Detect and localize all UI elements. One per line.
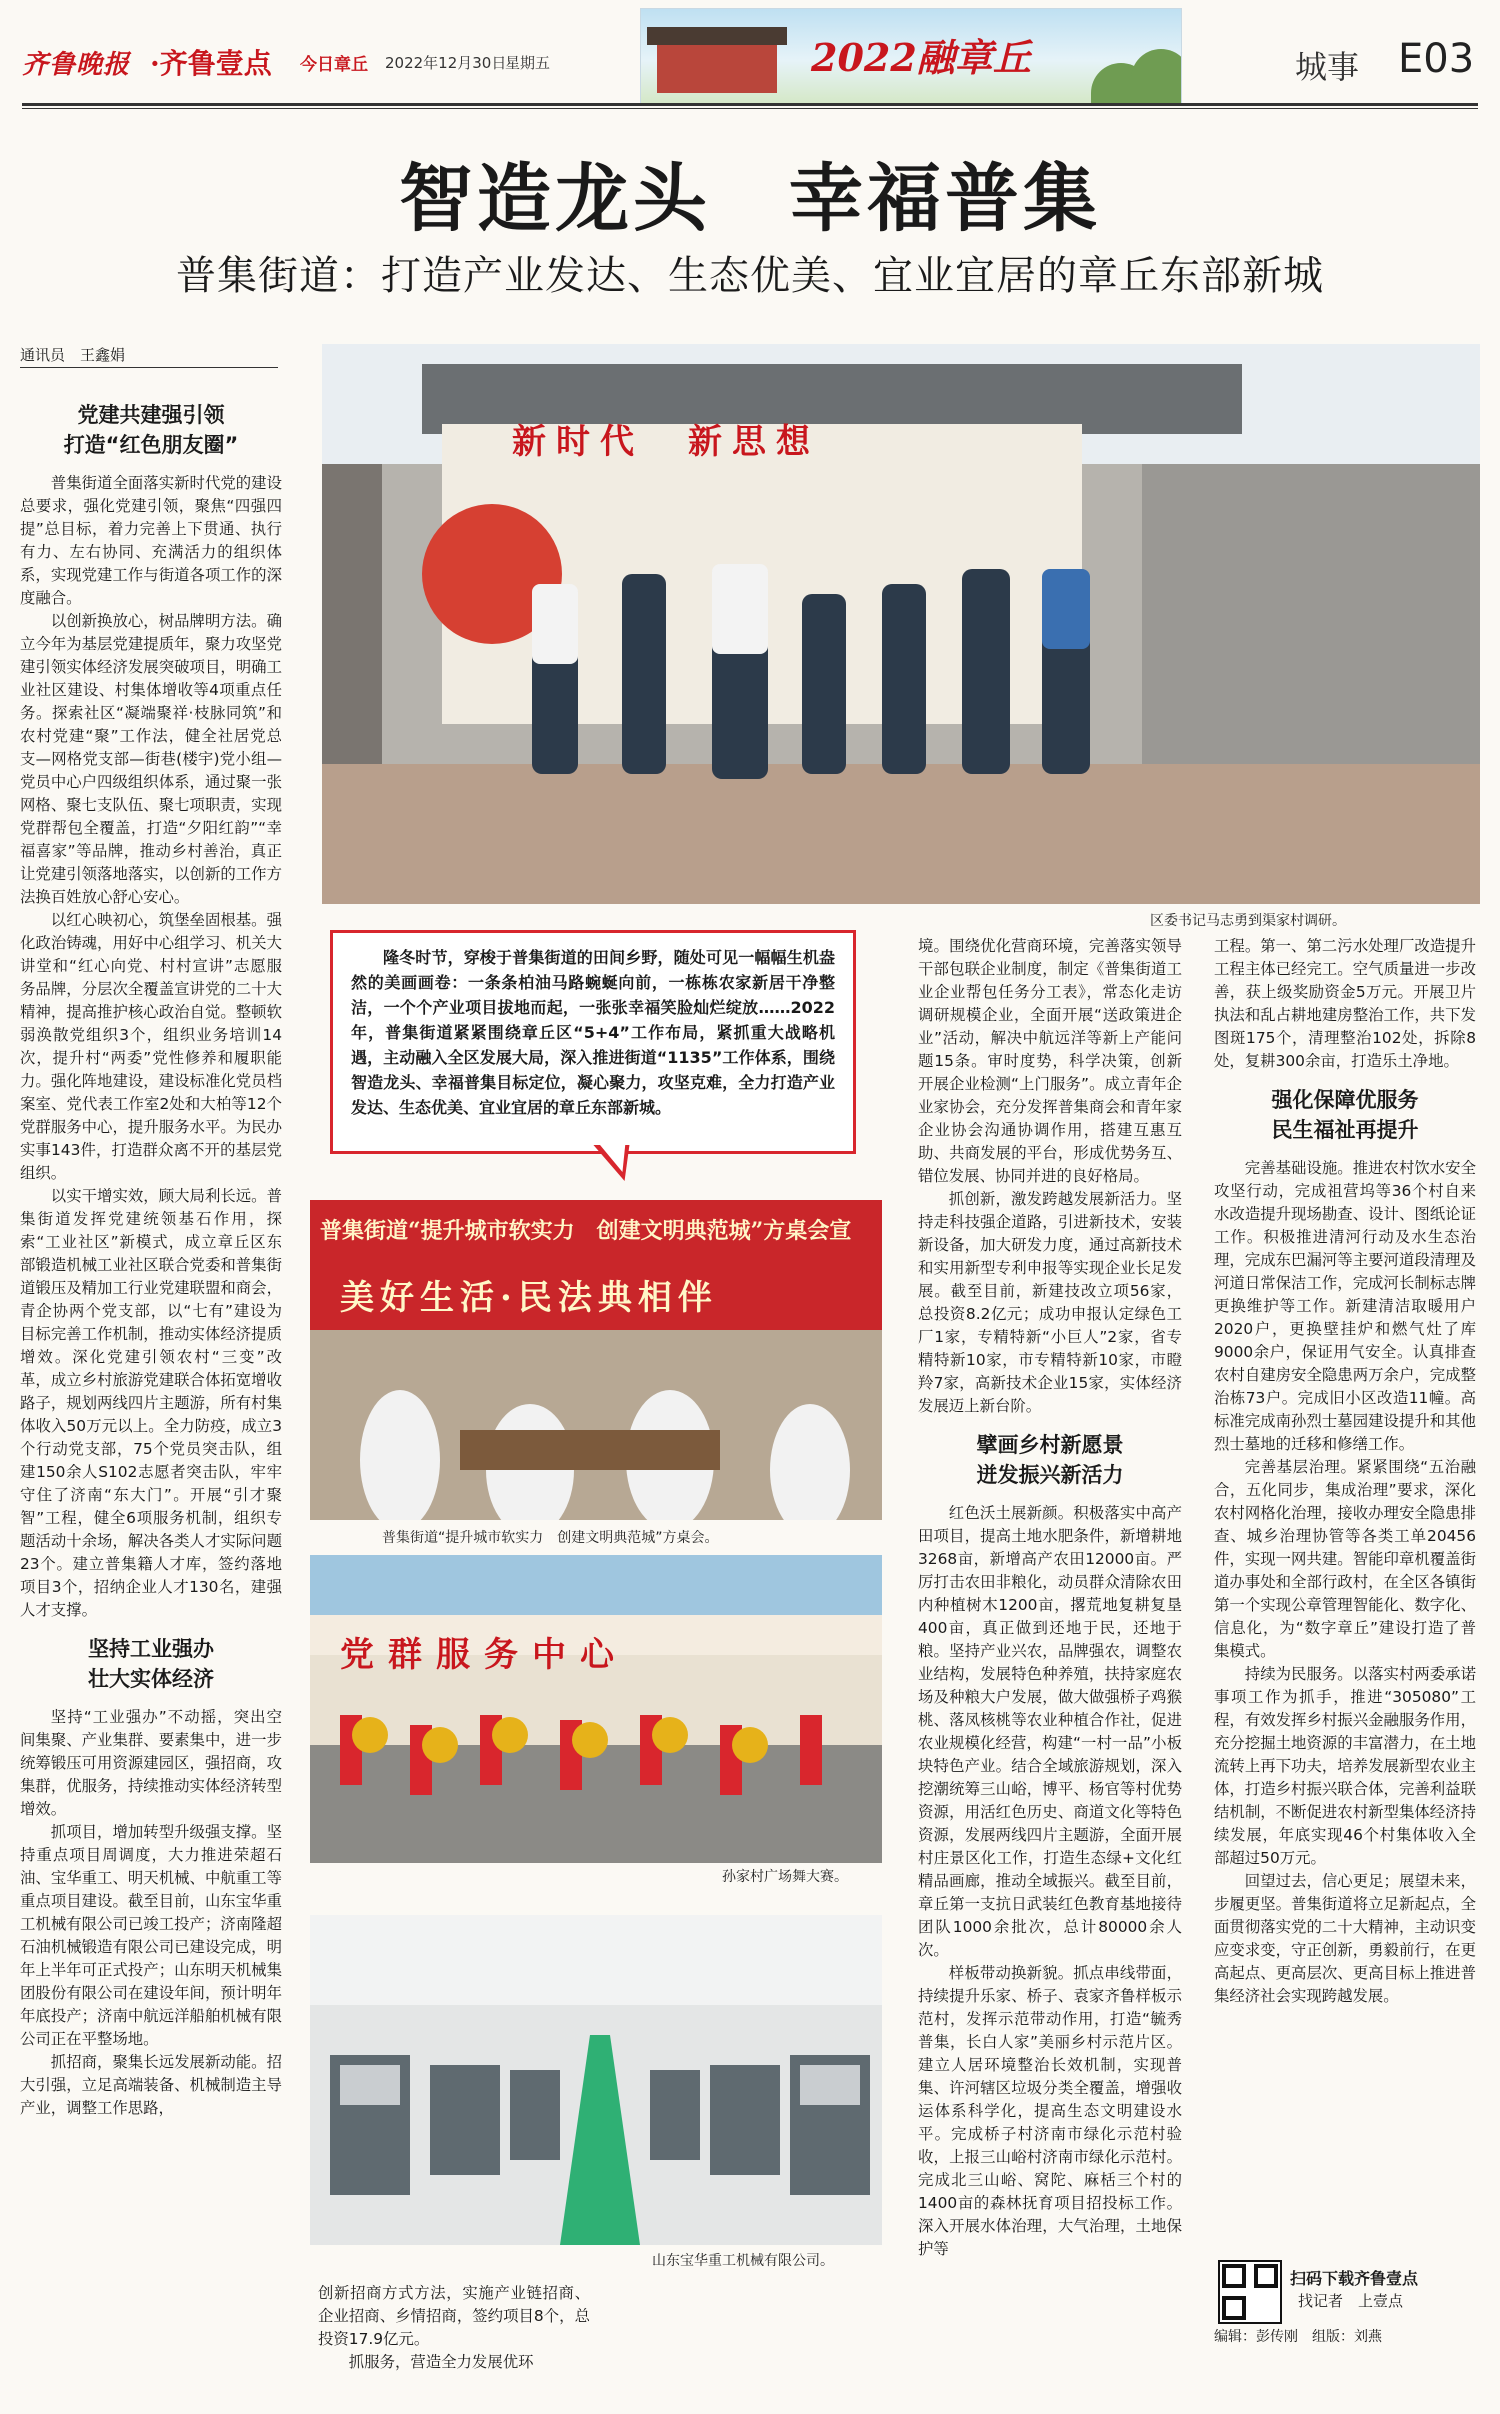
photo-caption: 普集街道“提升城市软实力 创建文明典范城”方桌会。 — [382, 1530, 719, 1546]
paragraph: 以红心映初心，筑堡垒固根基。强化政治铸魂，用好中心组学习、机关大讲堂和“红心向党、村村宣讲”志愿服务品牌，分层次全覆盖宣讲党的二十大精神，提高推护核心政治自觉。整顿软弱涣散党组织3个，组织业务培训14次，提升村“两委”党性修养和履职能力。强化阵地建设，建设标准化党员档案室、党代表工作室2处和大柏等12个党群服务中心，提升服务水平。为民办实事143件，打造群众离不开的基层党组织。 — [20, 911, 282, 1182]
issue-date: 2022年12月30日 — [385, 54, 507, 72]
photo-caption: 区委书记马志勇到渠家村调研。 — [1150, 913, 1346, 929]
section-heading-line: 打造“红色朋友圈” — [63, 433, 239, 457]
photo-officials-visit-village — [322, 344, 1480, 904]
section-heading — [20, 400, 282, 460]
photo-meeting-scene — [310, 1200, 882, 1520]
newspaper-logo: 齐鲁晚报 — [22, 50, 131, 80]
section-heading-line: 迸发振兴新活力 — [976, 1463, 1124, 1487]
article-headline: 智造龙头 幸福普集 — [399, 156, 1101, 242]
article-column-2 — [318, 2282, 590, 2374]
paragraph: 持续为民服务。以落实村两委承诺事项工作为抓手，推进“305080”工程，有效发挥乡村振兴金融服务作用，充分挖掘土地资源的丰富潜力，在土地流转上再下功夫，培养发展新型农业主体，打造乡村振兴联合体，完善利益联结机制，不断促进农村新型集体经济持续发展，年底实现46个村集体收入全部超过50万元。 — [1214, 1665, 1476, 1867]
page-number: E03 — [1398, 36, 1475, 82]
photo-factory-scene — [310, 1915, 882, 2245]
section-heading — [1214, 1085, 1476, 1145]
paragraph: 完善基础设施。推进农村饮水安全攻坚行动，完成祖营坞等36个村自来水改造提升现场勘查、设计、图纸论证工作。积极推进清河行动及水生态治理，完成东巴漏河等主要河道段清理及河道日常保洁工作，完成河长制标志牌更换维护等工作。新建清洁取暖用户2020户，更换壁挂炉和燃气灶了库9000余户，保证用气安全。认真排查农村自建房安全隐患两万余户，完成整治栋73户。完成旧小区改造11幢。高标准完成南孙烈士墓园建设提升和其他烈士墓地的迁移和修缮工作。 — [1214, 1159, 1476, 1453]
paragraph: 回望过去，信心更足；展望未来，步履更坚。普集街道将立足新起点，全面贯彻落实党的二十大精神，主动识变应变求变，守正创新，勇毅前行，在更高起点、更高层次、更高目标上推进普集经济社会实现跨越发展。 — [1214, 1872, 1476, 2005]
paragraph: 普集街道全面落实新时代党的建设总要求，强化党建引领，聚焦“四强四提”总目标，着力完善上下贯通、执行有力、左右协同、充满活力的组织体系，实现党建工作与街道各项工作的深度融合。 — [20, 474, 282, 607]
photo-caption: 山东宝华重工机械有限公司。 — [652, 2253, 834, 2269]
section-heading-line: 擘画乡村新愿景 — [976, 1433, 1124, 1457]
wall-slogan: 新时代 新思想 — [512, 422, 820, 462]
article-column-1 — [20, 400, 282, 2120]
article-column-3 — [918, 935, 1182, 2261]
section-heading-line: 壮大实体经济 — [88, 1667, 214, 1691]
paragraph: 抓创新，激发跨越发展新活力。坚持走科技强企道路，引进新技术，安装新设备，加大研发力度，通过高新技术和实用新型专利申报等实现企业长足发展。截至目前，新建技改立项56家，总投资8.2亿元；成功申报认定绿色工厂1家，专精特新“小巨人”2家，省专精特新10家，市专精特新10家，市瞪羚7家，高新技术企业15家，实体经济发展迈上新台阶。 — [918, 1190, 1182, 1415]
paragraph: 抓服务，营造全力发展优环 — [348, 2353, 534, 2371]
photo-square-table-meeting — [310, 1200, 882, 1520]
summary-callout-box — [330, 930, 856, 1154]
paragraph: 以创新换放心，树品牌明方法。确立今年为基层党建提质年，聚力攻坚党建引领实体经济发展突破项目，明确工业社区建设、村集体增收等4项重点任务。探索社区“凝端聚祥·枝脉同筑”和农村党建“聚”工作法，健全社居党总支—网格党支部—街巷(楼宇)党小组—党员中心户四级组织体系，通过聚一张网格、聚七支队伍、聚七项职责，实现党群帮包全覆盖，打造“夕阳红韵”“幸福喜家”等品牌，推动乡村善治，真正让党建引领落地落实，以创新的工作方法换百姓放心舒心安心。 — [20, 612, 282, 906]
article-byline: 通讯员 王鑫娟 — [20, 344, 278, 368]
paragraph: 坚持“工业强办”不动摇，突出空间集聚、产业集群、要素集中，进一步统筹锻压可用资源建园区，强招商，攻集群，优服务，持续推动实体经济转型增效。 — [20, 1708, 282, 1818]
paragraph: 抓招商，聚集长远发展新动能。招大引强，立足高端装备、机械制造主导产业，调整工作思路， — [20, 2053, 282, 2117]
photo-square-dance-contest — [310, 1555, 882, 1863]
masthead — [0, 0, 1500, 110]
section-heading-line: 坚持工业强办 — [88, 1637, 214, 1661]
paragraph: 抓项目，增加转型升级强支撑。坚持重点项目周调度，大力推进荣超石油、宝华重工、明天机械、中航重工等重点项目建设。截至目前，山东宝华重工机械有限公司已竣工投产；济南隆超石油机械锻造有限公司已建设完成，明年上半年可正式投产；山东明天机械集团股份有限公司在建设年间，预计明年年底投产；济南中航远洋船舶机械有限公司正在平整场地。 — [20, 1823, 282, 2048]
paragraph: 境。围绕优化营商环境，完善落实领导干部包联企业制度，制定《普集街道工业企业帮包任务分工表》，常态化走访调研规模企业，全面开展“送政策进企业”活动，解决中航远洋等新上产能问题15条。审时度势，科学决策，创新开展企业检测“上门服务”。成立青年企业家协会，充分发挥普集商会和青年家企业协会沟通协调作用，搭建互惠互助、共商发展的平台，形成优势务互、错位发展、协同并进的良好格局。 — [918, 937, 1182, 1185]
tree-illustration — [1131, 49, 1182, 103]
paragraph: 创新招商方式方法，实施产业链招商、企业招商、乡情招商，签约项目8个，总投资17.9亿元。 — [318, 2284, 590, 2348]
section-heading — [918, 1430, 1182, 1490]
paragraph: 完善基层治理。紧紧围绕“五治融合，五化同步，集成治理”要求，深化农村网格化治理，接收办理安全隐患排查、城乡治理协管等各类工单20456件，实现一网共建。智能印章机覆盖街道办事处和全部行政村，在全区各镇街第一个实现公章管理智能化、数字化、信息化，为“数字章丘”建设打造了普集模式。 — [1214, 1458, 1476, 1660]
issue-weekday: 星期五 — [505, 54, 551, 72]
building-sign: 党群服务中心 — [340, 1635, 628, 1675]
meeting-banner-line-2: 美好生活·民法典相伴 — [340, 1278, 718, 1318]
paragraph: 工程。第一、第二污水处理厂改造提升工程主体已经完工。空气质量进一步改善，获上级奖励资金5万元。开展卫片执法和乱占耕地建房整治工作，共下发图斑175个，清理整治102处，拆除8处，复耕300余亩，打造乐土净地。 — [1214, 937, 1476, 1070]
article-subheadline: 普集街道：打造产业发达、生态优美、宜业宜居的章丘东部新城 — [176, 253, 1324, 299]
section-heading-line: 党建共建强引领 — [77, 403, 225, 427]
editor-credit: 编辑：彭传刚 组版：刘燕 — [1214, 2329, 1382, 2345]
archway-illustration — [657, 43, 777, 93]
section-name: 城事 — [1295, 48, 1360, 86]
meeting-banner-line-1: 普集街道“提升城市软实力 创建文明典范城”方桌会宣 — [320, 1218, 852, 1244]
qr-download-label: 扫码下载齐鲁壹点 — [1290, 2269, 1419, 2288]
article-column-4 — [1214, 935, 1476, 2008]
top-photo — [322, 344, 1480, 904]
masthead-rule — [22, 108, 1478, 109]
edition-name: 今日章丘 — [300, 55, 368, 75]
masthead-rule — [22, 103, 1478, 106]
banner-slogan: 2022融章丘 — [811, 35, 1031, 80]
masthead-banner-image — [640, 8, 1182, 104]
paragraph: 样板带动换新貌。抓点串线带面，持续提升乐家、桥子、袁家齐鲁样板示范村，发挥示范带动作用，打造“毓秀普集，长白人家”美丽乡村示范片区。建立人居环境整治长效机制，实现普集、许河辖区垃圾分类全覆盖，增强收运体系科学化，提高生态文明建设水平。完成桥子村济南市绿化示范村验收，上报三山峪村济南市绿化示范村。完成北三山峪、窝陀、麻栝三个村的1400亩的森林抚育项目招投标工作。深入开展水体治理，大气治理，土地保护等 — [918, 1964, 1182, 2258]
paragraph: 红色沃土展新颜。积极落实中高产田项目，提高土地水肥条件，新增耕地3268亩，新增高产农田12000亩。严厉打击农田非粮化，动员群众清除农田内种植树木1200亩，撂荒地复耕复垦400亩，真正做到还地于民，还地于粮。坚持产业兴农，品牌强农，调整农业结构，发展特色种养殖，扶持家庭农场及种粮大户发展，做大做强桥子鸡猴桃、落凤核桃等农业种植合作社，促进农业规模化经营，构建“一村一品”小板块特色产业。结合全域旅游规划，深入挖潮统筹三山峪，博平、杨官等村优势资源，用活红色历史、商道文化等特色资源，发展两线四片主题游，全面开展村庄景区化工作，打造生态绿+文化红精品画廊，推动全域振兴。截至目前，章丘第一支抗日武装红色教育基地接待团队1000余批次，总计80000余人次。 — [918, 1504, 1182, 1959]
summary-callout-text: 隆冬时节，穿梭于普集街道的田间乡野，随处可见一幅幅生机盎然的美画画卷：一条条柏油马路蜿蜒向前，一栋栋农家新居干净整洁，一个个产业项目拔地而起，一张张幸福笑脸灿烂绽放……2022年，普集街道紧紧围绕章丘区“5+4”工作布局，紧抓重大战略机遇，主动融入全区发展大局，深入推进街道“1135”工作体系，围绕智造龙头、幸福普集目标定位，凝心聚力，攻坚克难，全力打造产业发达、生态优美、宜业宜居的章丘东部新城。 — [351, 948, 835, 1117]
section-heading — [20, 1634, 282, 1694]
paragraph: 以实干增实效，顾大局利长远。普集街道发挥党建统领基石作用，探索“工业社区”新模式，成立章丘区东部锻造机械工业社区联合党委和普集街道锻压及精加工行业党建联盟和商会，青企协两个党支部，以“七有”建设为目标完善工作机制，推动实体经济提质增效。深化党建引领农村“三变”改革，成立乡村旅游党建联合体拓宽增收路子，规划两线四片主题游，所有村集体收入50万元以上。全力防疫，成立3个行动党支部，75个党员突击队，组建150余人S102志愿者突击队，牢牢守住了济南“东大门”。开展“引才聚智”工程，健全6项服务机制，组织专题活动十余场，解决各类人才实际问题23个。建立普集籍人才库，签约落地项目3个，招纳企业人才130名，建强人才支撑。 — [20, 1187, 282, 1619]
photo-dance-scene — [310, 1555, 882, 1863]
qr-code[interactable] — [1218, 2260, 1282, 2324]
photo-factory-floor — [310, 1915, 882, 2245]
qr-download-sublabel: 找记者 上壹点 — [1298, 2292, 1404, 2310]
photo-caption: 孙家村广场舞大赛。 — [722, 1869, 848, 1885]
qilu-app-logo: ·齐鲁壹点 — [150, 47, 272, 80]
section-heading-line: 强化保障优服务 — [1271, 1088, 1419, 1112]
section-heading-line: 民生福祉再提升 — [1271, 1118, 1419, 1142]
